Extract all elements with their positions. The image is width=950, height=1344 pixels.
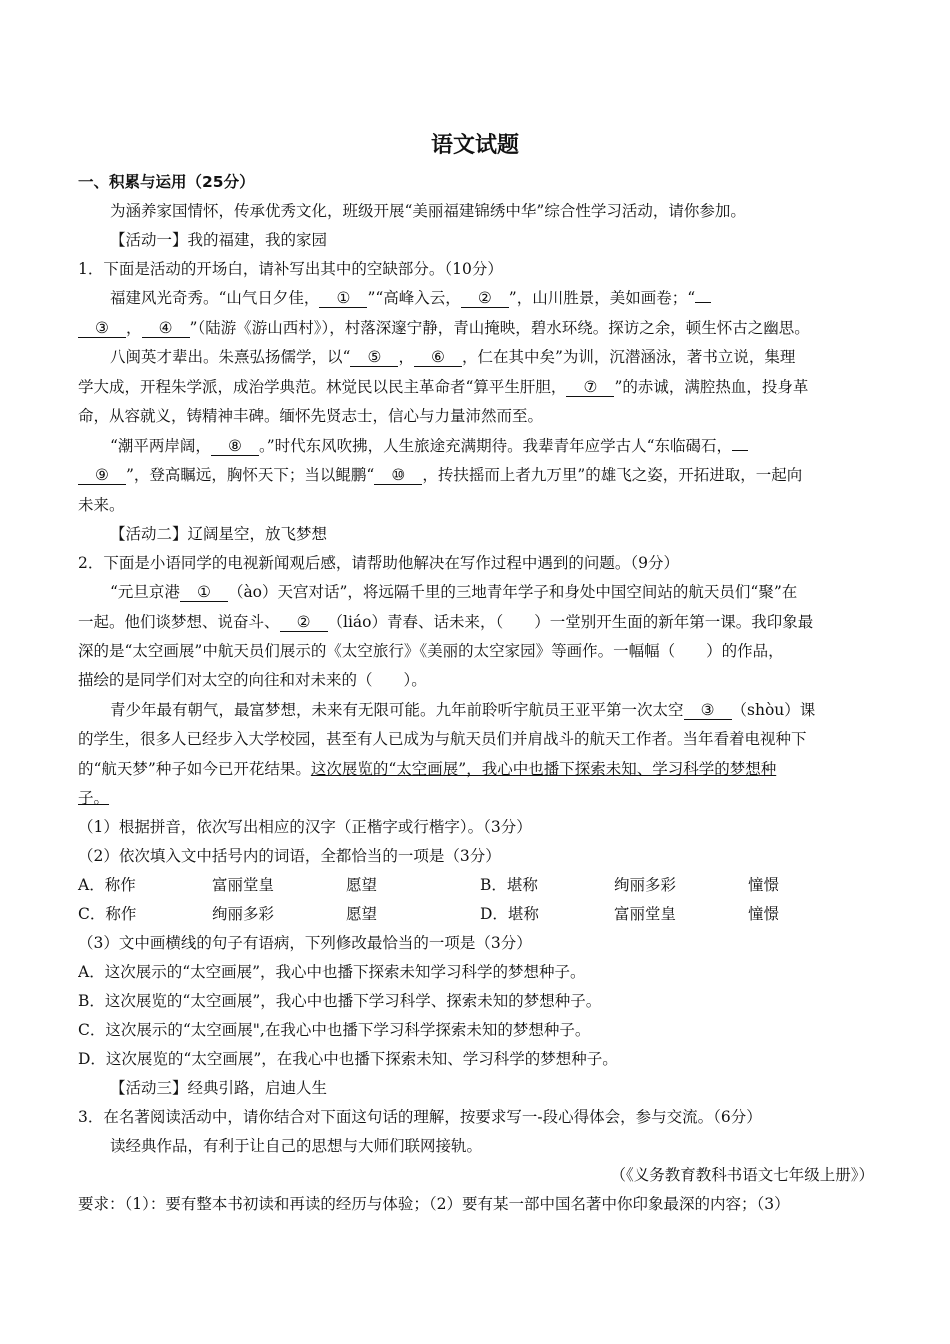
option-b-word2: 绚丽多彩: [614, 876, 677, 894]
blank-5[interactable]: ⑤: [350, 348, 398, 367]
q2-stem: 2．下面是小语同学的电视新闻观后感，请帮助他解决在写作过程中遇到的问题。（9分）: [78, 554, 679, 572]
option-a[interactable]: A．称作: [78, 876, 136, 894]
blank-7[interactable]: ⑦: [566, 378, 614, 397]
option-d-word3: 憧憬: [748, 905, 780, 923]
q2-line: [78, 788, 874, 808]
q2-line: 一起。他们谈梦想、说奋斗、 ② （liáo）青春、话未来，（ ）一堂别开生面的新年第一课。我印象最: [78, 613, 814, 631]
option-d-word2: 富丽堂皇: [614, 905, 677, 923]
q1-line: 未来。: [78, 496, 125, 514]
q3-requirements: 要求：（1）：要有整本书初读和再读的经历与体验；（2）要有某一部中国名著中你印象最深的内容；（3）: [78, 1195, 790, 1213]
q1-line: 命，从容就义，铸精神丰碑。缅怀先贤志士，信心与力量沛然而至。: [78, 407, 544, 425]
q2-line: “元旦京港 ① （ào）天宫对话”，将远隔千里的三地青年学子和身处中国空间站的航天员们“聚”在: [110, 583, 798, 601]
intro-text: 为涵养家国情怀，传承优秀文化，班级开展“美丽福建锦绣中华”综合性学习活动，请你参加。: [110, 202, 746, 220]
activity-three-heading: 【活动三】经典引路，启迪人生: [110, 1079, 328, 1097]
option-c-word3: 愿望: [346, 905, 378, 923]
activity-two-heading: 【活动二】辽阔星空，放飞梦想: [110, 525, 328, 543]
option-a-word2: 富丽堂皇: [212, 876, 275, 894]
q1-stem: 1．下面是活动的开场白，请补写出其中的空缺部分。（10分）: [78, 260, 503, 278]
option-b[interactable]: B．堪称: [480, 876, 538, 894]
q3-stem: 3．在名著阅读活动中，请你结合对下面这句话的理解，按要求写一-段心得体会，参与交流。（6分）: [78, 1108, 762, 1126]
sub3-option-b[interactable]: B．这次展览的“太空画展”，我心中也播下学习科学、探索未知的梦想种子。: [78, 992, 602, 1010]
option-b-word3: 憧憬: [748, 876, 780, 894]
q1-line: “潮平两岸阔， ⑧ 。”时代东风吹拂，人生旅途充满期待。我辈青年应学古人“东临碣石，: [110, 436, 874, 456]
option-a-word3: 愿望: [346, 876, 378, 894]
option-c-word2: 绚丽多彩: [212, 905, 275, 923]
page-title: 语文试题: [430, 133, 519, 158]
q2-line: 深的是“太空画展”中航天员们展示的《太空旅行》《美丽的太空家园》等画作。一幅幅（ ）的作品，: [78, 642, 784, 660]
blank-9-start[interactable]: [732, 450, 748, 451]
blank-6[interactable]: ⑥: [414, 348, 462, 367]
q2-line: 青少年最有朝气，最富梦想，未来有无限可能。九年前聆听宇航员王亚平第一次太空 ③ （shòu）课: [110, 701, 816, 719]
blank-8[interactable]: ⑧: [211, 437, 259, 456]
q2-sub3: （3）文中画横线的句子有语病，下列修改最恰当的一项是（3分）: [78, 934, 532, 952]
sub3-option-d[interactable]: D．这次展览的“太空画展”，在我心中也播下探索未知、学习科学的梦想种子。: [78, 1050, 618, 1068]
q1-line: ⑨ ”，登高瞩远，胸怀天下；当以鲲鹏“ ⑩ ，抟扶摇而上者九万里”的雄飞之姿，开拓进取，一起向: [78, 465, 874, 485]
underlined-sentence: 这次展览的“太空画展”，我心中也播下探索未知、学习科学的梦想种: [310, 760, 777, 778]
q2-line: 的“航天梦”种子如今已开花结果。这次展览的“太空画展”，我心中也播下探索未知、学习科学的梦想种: [78, 760, 777, 778]
activity-one-heading: 【活动一】我的福建，我的家园: [110, 231, 328, 249]
q2-sub2: （2）依次填入文中括号内的词语，全都恰当的一项是（3分）: [78, 847, 501, 865]
blank-4[interactable]: ④: [142, 319, 190, 338]
q2-sub1: （1）根据拼音，依次写出相应的汉字（正楷字或行楷字）。（3分）: [78, 818, 532, 836]
option-c[interactable]: C．称作: [78, 905, 137, 923]
q3-quote: 读经典作品，有利于让自己的思想与大师们联网接轨。: [110, 1137, 483, 1155]
q1-line: 八闽英才辈出。朱熹弘扬儒学，以“ ⑤ ， ⑥ ，仁在其中矣”为训，沉潜涵泳，著书立说，集理: [110, 348, 796, 366]
option-d[interactable]: D．堪称: [480, 905, 539, 923]
blank-9[interactable]: ⑨: [78, 466, 126, 485]
blank-1[interactable]: ①: [319, 289, 367, 308]
blank-3[interactable]: ③: [78, 319, 126, 338]
sub3-option-c[interactable]: C．这次展示的“太空画展",在我心中也播下学习科学探索未知的梦想种子。: [78, 1021, 591, 1039]
q1-line: ③ ， ④ ”（陆游《游山西村》），村落深邃宁静，青山掩映，碧水环绕。探访之余，顿生怀古之幽思。: [78, 318, 874, 338]
blank-10[interactable]: ⑩: [374, 466, 422, 485]
q2-line: 描绘的是同学们对太空的向往和对未来的（ ）。: [78, 671, 427, 689]
q1-line: 福建风光奇秀。“山气日夕佳， ① ”“高峰入云， ② ”，山川胜景，美如画卷；“: [110, 288, 874, 308]
q3-source: （《义务教育教科书语文七年级上册》）: [610, 1166, 874, 1184]
blank-3-start[interactable]: [695, 302, 711, 303]
blank-2[interactable]: ②: [280, 613, 328, 632]
blank-1[interactable]: ①: [180, 583, 228, 602]
underlined-sentence-end: 子。: [78, 789, 110, 807]
q2-line: 的学生，很多人已经步入大学校园，甚至有人已成为与航天员们并肩战斗的航天工作者。当年看着电视种下: [78, 730, 807, 748]
blank-3[interactable]: ③: [684, 701, 732, 720]
q1-line: 学大成，开程朱学派，成治学典范。林觉民以民主革命者“算平生肝胆， ⑦ ”的赤诚，满腔热血，投身革: [78, 378, 809, 396]
sub3-option-a[interactable]: A．这次展示的“太空画展”，我心中也播下探索未知学习科学的梦想种子。: [78, 963, 586, 981]
blank-2[interactable]: ②: [461, 289, 509, 308]
section-heading: 一、积累与运用（25分）: [78, 173, 255, 191]
